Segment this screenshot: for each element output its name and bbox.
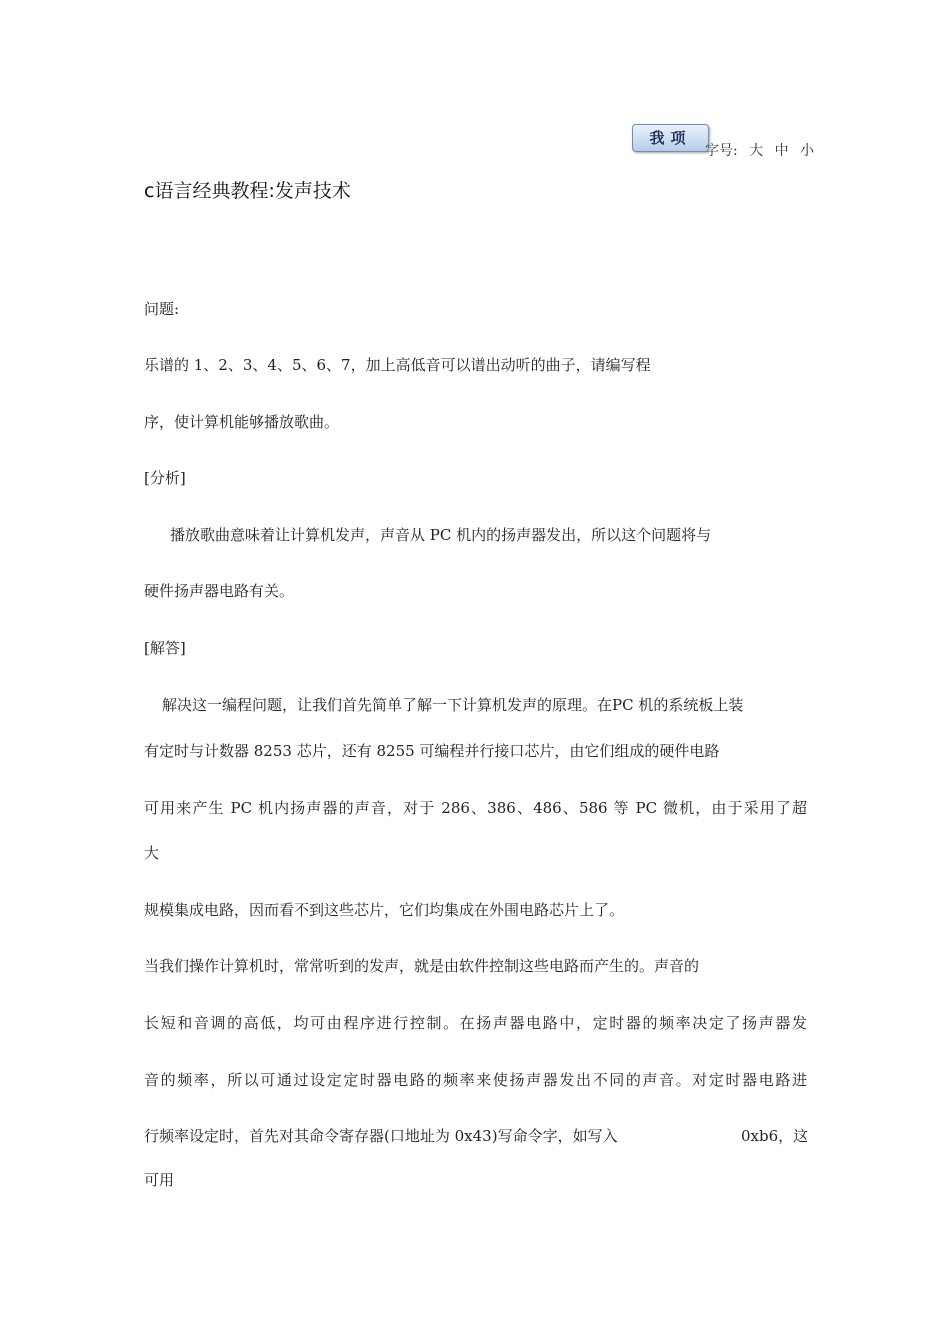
paragraph-line: 大: [144, 844, 160, 862]
paragraph-line: 长短和音调的高低，均可由程序进行控制。在扬声器电路中，定时器的频率决定了扬声器发: [144, 1014, 807, 1032]
question-heading: 问题:: [144, 300, 180, 318]
paragraph-line: 行频率设定时，首先对其命令寄存器(口地址为 0x43)写命令字，如写入: [144, 1127, 618, 1145]
paragraph-line: 音的频率，所以可通过设定定时器电路的频率来使扬声器发出不同的声音。对定时器电路进: [144, 1071, 807, 1089]
paragraph-line: 当我们操作计算机时，常常听到的发声，就是由软件控制这些电路而产生的。声音的: [144, 957, 700, 975]
paragraph-line: 硬件扬声器电路有关。: [144, 582, 295, 600]
font-size-label: 字号:: [705, 143, 738, 159]
article-title: c语言经典教程:发声技术: [144, 180, 351, 202]
font-size-small-link[interactable]: 小: [800, 143, 815, 159]
paragraph-line: 可用来产生 PC 机内扬声器的声音，对于 286、386、486、586 等 PC 微机，由于采用了超: [144, 799, 807, 817]
font-size-large-link[interactable]: 大: [749, 143, 764, 159]
paragraph-line: 序，使计算机能够播放歌曲。: [144, 413, 340, 431]
font-size-medium-link[interactable]: 中: [774, 143, 789, 159]
font-size-selector: [705, 140, 814, 160]
paragraph-line: 解决这一编程问题，让我们首先简单了解一下计算机发声的原理。在PC 机的系统板上装: [162, 696, 744, 714]
paragraph-line-tail: 0xb6，这: [741, 1127, 809, 1145]
answer-heading: [解答]: [144, 639, 186, 657]
analysis-heading: [分析]: [144, 469, 186, 487]
paragraph-line: 有定时与计数器 8253 芯片，还有 8255 可编程并行接口芯片，由它们组成的硬件电路: [144, 742, 720, 760]
paragraph-line: 规模集成电路，因而看不到这些芯片，它们均集成在外围电路芯片上了。: [144, 901, 625, 919]
paragraph-line: 可用: [144, 1171, 175, 1189]
paragraph-line: 乐谱的 1、2、3、4、5、6、7，加上高低音可以谱出动听的曲子，请编写程: [144, 356, 651, 374]
top-action-button[interactable]: 我项: [632, 124, 709, 152]
paragraph-line: 播放歌曲意味着让计算机发声，声音从 PC 机内的扬声器发出，所以这个问题将与: [170, 526, 712, 544]
